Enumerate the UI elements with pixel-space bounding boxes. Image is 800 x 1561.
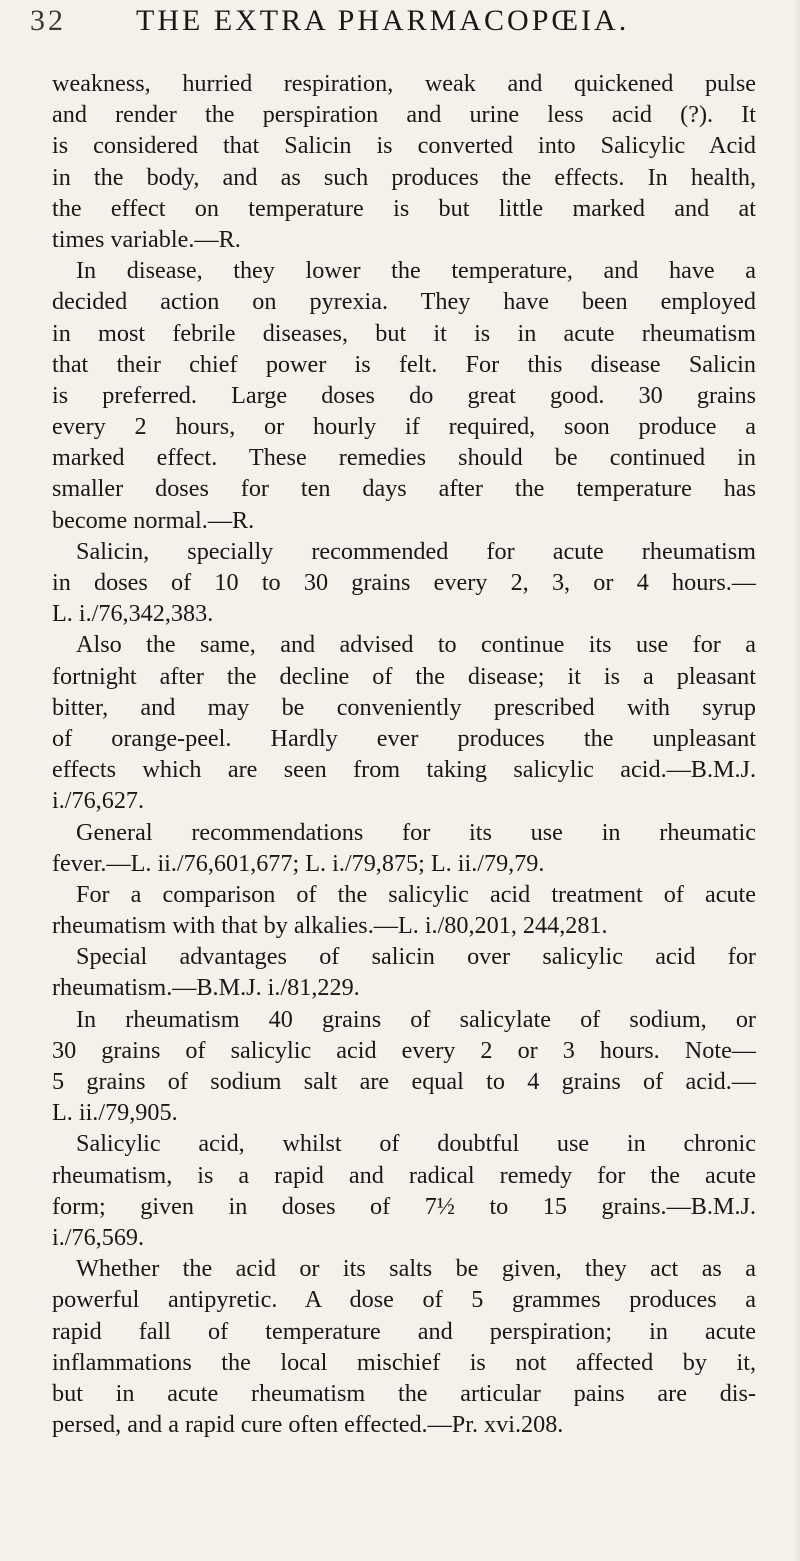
- text-line: the effect on temperature is but little marked and at: [52, 194, 756, 222]
- text-line: become normal.—R.: [52, 506, 255, 534]
- text-line: rapid fall of temperature and perspiration; in acute: [52, 1317, 756, 1345]
- text-line: form; given in doses of 7½ to 15 grains.—B.M.J.: [52, 1192, 756, 1220]
- text-line: is preferred. Large doses do great good. 30 grains: [52, 381, 756, 409]
- text-line: fortnight after the decline of the disease; it is a pleasant: [52, 662, 756, 690]
- text-line: that their chief power is felt. For this disease Salicin: [52, 350, 756, 378]
- paragraph: [52, 1253, 756, 1440]
- text-line: in most febrile diseases, but it is in acute rheumatism: [52, 319, 756, 347]
- text-line: 5 grains of sodium salt are equal to 4 grains of acid.—: [52, 1068, 756, 1095]
- text-line: For a comparison of the salicylic acid treatment of acute: [76, 880, 756, 908]
- paragraph: [52, 1004, 756, 1129]
- text-line: decided action on pyrexia. They have been employed: [52, 288, 756, 316]
- text-line: L. ii./79,905.: [52, 1099, 178, 1127]
- text-line: persed, and a rapid cure often effected.—Pr. xvi.208.: [52, 1411, 564, 1439]
- text-line: smaller doses for ten days after the temperature has: [52, 475, 756, 503]
- page-header: [30, 4, 770, 48]
- text-line: General recommendations for its use in rheumatic: [76, 818, 756, 846]
- paragraph: [52, 255, 756, 536]
- paragraph: [52, 536, 756, 630]
- text-line: Whether the acid or its salts be given, they act as a: [76, 1255, 756, 1283]
- text-line: every 2 hours, or hourly if required, soon produce a: [52, 413, 756, 441]
- text-line: in doses of 10 to 30 grains every 2, 3, or 4 hours.—: [52, 569, 756, 596]
- paragraph: [52, 68, 756, 255]
- paragraph: [52, 817, 756, 879]
- text-line: i./76,627.: [52, 787, 145, 815]
- text-line: fever.—L. ii./76,601,677; L. i./79,875; L. ii./79,79.: [52, 849, 545, 877]
- paragraph: [52, 879, 756, 941]
- body-text: [52, 68, 756, 1440]
- text-line: 30 grains of salicylic acid every 2 or 3 hours. Note—: [52, 1036, 756, 1064]
- text-line: marked effect. These remedies should be continued in: [52, 444, 756, 472]
- text-line: rheumatism.—B.M.J. i./81,229.: [52, 974, 360, 1002]
- page-number: 32: [30, 4, 66, 37]
- text-line: In rheumatism 40 grains of salicylate of sodium, or: [76, 1005, 756, 1033]
- text-line: powerful antipyretic. A dose of 5 grammes produces a: [52, 1286, 756, 1314]
- text-line: Salicin, specially recommended for acute rheumatism: [76, 537, 756, 565]
- text-line: in the body, and as such produces the effects. In health,: [52, 163, 756, 191]
- text-line: In disease, they lower the temperature, and have a: [76, 257, 756, 285]
- text-line: is considered that Salicin is converted into Salicylic Acid: [52, 132, 756, 160]
- text-line: of orange-peel. Hardly ever produces the unpleasant: [52, 724, 756, 752]
- text-line: Salicylic acid, whilst of doubtful use in chronic: [76, 1130, 756, 1158]
- text-line: and render the perspiration and urine less acid (?). It: [52, 101, 756, 129]
- text-line: inflammations the local mischief is not affected by it,: [52, 1348, 756, 1376]
- text-line: Special advantages of salicin over salicylic acid for: [76, 943, 756, 971]
- paragraph: [52, 1128, 756, 1253]
- text-line: i./76,569.: [52, 1223, 145, 1251]
- text-line: times variable.—R.: [52, 225, 241, 253]
- text-line: effects which are seen from taking salicylic acid.—B.M.J.: [52, 756, 756, 784]
- running-title: THE EXTRA PHARMACOPŒIA.: [136, 4, 630, 37]
- text-line: Also the same, and advised to continue its use for a: [76, 631, 756, 659]
- paragraph: [52, 941, 756, 1003]
- page-edge-shading: [794, 0, 800, 1561]
- text-line: but in acute rheumatism the articular pains are dis-: [52, 1379, 756, 1407]
- text-line: rheumatism with that by alkalies.—L. i./80,201, 244,281.: [52, 912, 608, 940]
- text-line: weakness, hurried respiration, weak and quickened pulse: [52, 70, 756, 97]
- text-line: rheumatism, is a rapid and radical remedy for the acute: [52, 1161, 756, 1189]
- text-line: bitter, and may be conveniently prescribed with syrup: [52, 693, 756, 721]
- paragraph: [52, 629, 756, 816]
- text-line: L. i./76,342,383.: [52, 600, 214, 628]
